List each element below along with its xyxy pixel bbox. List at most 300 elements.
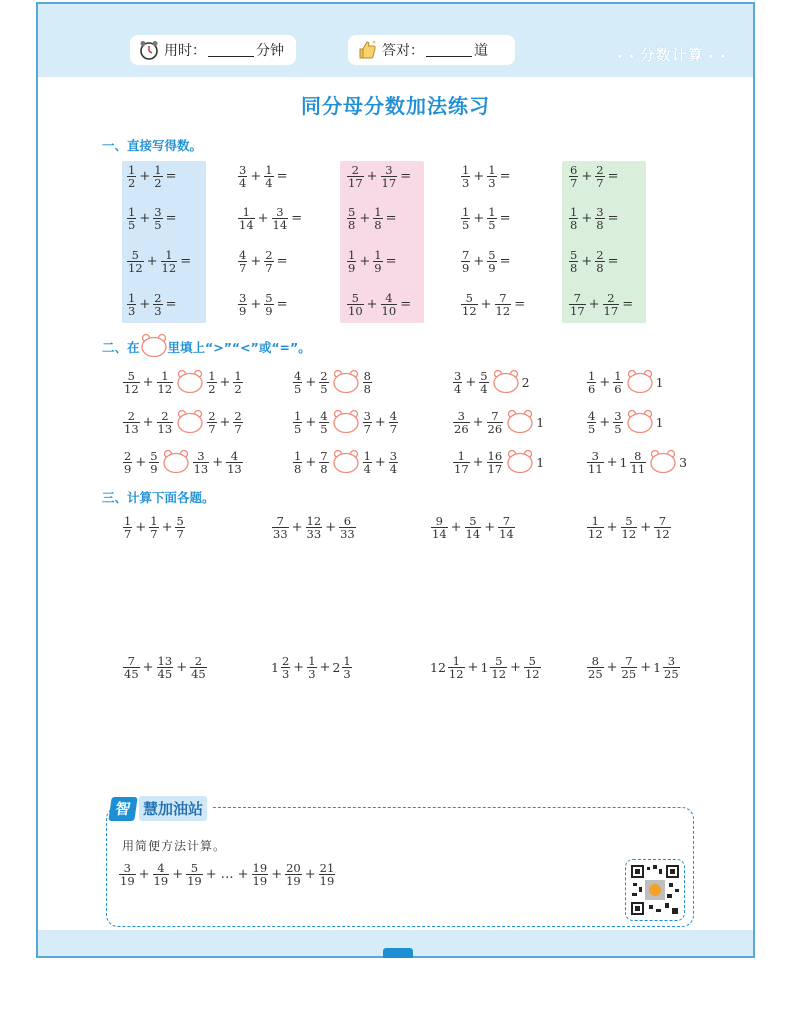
fraction	[339, 515, 356, 540]
denominator: 13	[227, 462, 242, 476]
fraction	[453, 450, 470, 475]
compare-problem[interactable]	[586, 409, 665, 436]
denominator: 12	[448, 667, 464, 682]
operator: …	[220, 867, 234, 883]
fraction	[487, 410, 504, 435]
numerator: 4	[385, 291, 393, 305]
numerator: 1	[591, 514, 599, 528]
numerator: 3	[123, 861, 131, 875]
compare-problem[interactable]	[452, 369, 531, 396]
denominator: 8	[374, 218, 382, 233]
denominator: 12	[128, 261, 143, 276]
numerator: 3	[239, 163, 247, 177]
numerator: 2	[124, 448, 132, 463]
operator: +	[640, 660, 652, 676]
compare-problem[interactable]	[586, 369, 665, 396]
fraction	[347, 164, 364, 189]
problem[interactable]	[460, 164, 512, 189]
section1-title: 一、直接写得数。	[102, 138, 203, 153]
numerator: 8	[363, 368, 371, 383]
compare-circle-input[interactable]	[506, 409, 534, 436]
operator: +	[599, 415, 611, 430]
compare-circle-input[interactable]	[176, 409, 204, 436]
fraction	[293, 450, 302, 475]
fraction	[186, 862, 203, 887]
numerator: 3	[389, 448, 398, 463]
numerator: 1	[294, 448, 302, 463]
operator: +	[139, 211, 151, 227]
fraction	[123, 515, 132, 540]
operator: +	[606, 660, 618, 676]
problem[interactable]	[237, 249, 289, 274]
denominator: 8	[348, 218, 356, 233]
fraction	[479, 370, 488, 395]
operator: +	[606, 520, 618, 536]
denominator: 12	[157, 382, 173, 396]
time-field	[130, 35, 296, 65]
fraction	[161, 249, 178, 274]
compare-circle-input[interactable]	[506, 449, 534, 476]
numerator: 5	[480, 368, 488, 383]
compare-problem[interactable]	[586, 449, 688, 476]
operator: +	[219, 415, 231, 430]
numerator: 7	[658, 514, 667, 528]
operator: +	[257, 211, 269, 227]
numerator: 3	[457, 408, 465, 423]
operator: +	[473, 169, 485, 185]
numerator: 1	[488, 163, 496, 177]
fraction	[207, 410, 216, 435]
denominator: 9	[124, 462, 132, 476]
time-label: 用时：	[164, 43, 206, 59]
fraction	[569, 249, 578, 274]
fraction	[461, 249, 470, 274]
operator: +	[142, 415, 154, 430]
operator: +	[467, 660, 479, 676]
fraction	[495, 292, 512, 317]
operator: +	[640, 520, 652, 536]
operator: =	[499, 254, 511, 270]
denominator: 4	[454, 382, 462, 396]
denominator: 33	[273, 527, 288, 542]
numerator: 2	[127, 408, 135, 423]
fraction	[587, 370, 596, 395]
fraction	[233, 410, 242, 435]
operator: +	[484, 520, 496, 536]
denominator: 5	[294, 382, 302, 396]
denominator: 7	[265, 261, 273, 276]
fraction	[319, 862, 336, 887]
fraction	[373, 249, 382, 274]
numerator: 5	[127, 368, 135, 383]
denominator: 8	[570, 218, 578, 233]
denominator: 19	[120, 874, 135, 889]
bonus-title-rest: 慧加油站	[139, 796, 207, 821]
calc-problem[interactable]	[271, 515, 357, 540]
bonus-title-first: 智	[108, 797, 137, 821]
fraction	[127, 206, 136, 231]
fraction	[663, 655, 680, 680]
calc-problem[interactable]	[586, 515, 672, 540]
operator: +	[606, 455, 618, 470]
numerator: 2	[351, 163, 359, 177]
denominator: 4	[480, 382, 488, 396]
numerator: 1	[128, 205, 136, 219]
problem[interactable]	[460, 249, 512, 274]
numerator: 5	[469, 514, 477, 528]
denominator: 12	[588, 527, 603, 542]
problem[interactable]	[460, 292, 527, 317]
operator: +	[366, 169, 378, 185]
denominator: 4	[239, 176, 247, 191]
operator: +	[250, 169, 262, 185]
numerator: 1	[165, 248, 173, 262]
page-title: 同分母分数加法练习	[301, 94, 490, 118]
fraction	[264, 249, 273, 274]
fraction	[157, 410, 174, 435]
denominator: 7	[596, 176, 604, 191]
compare-problem[interactable]	[452, 449, 545, 476]
fraction	[587, 655, 604, 680]
numerator: 3	[614, 408, 622, 423]
operator: =	[499, 211, 511, 227]
bonus-title	[110, 796, 211, 821]
denominator: 8	[294, 462, 302, 476]
compare-problem[interactable]	[122, 369, 244, 396]
numerator: 1	[588, 368, 596, 383]
numerator: 2	[596, 248, 604, 262]
denominator: 14	[465, 527, 481, 542]
denominator: 17	[603, 304, 619, 319]
problem[interactable]	[346, 249, 398, 274]
operator: +	[305, 415, 317, 430]
fraction	[487, 450, 504, 475]
numerator: 7	[320, 448, 328, 463]
operator: +	[588, 297, 600, 313]
numerator: 1	[452, 654, 460, 668]
operator: =	[400, 297, 412, 313]
denominator: 5	[128, 218, 136, 233]
fraction	[193, 450, 210, 475]
fraction	[207, 370, 216, 395]
compare-circle-input[interactable]	[162, 449, 190, 476]
operator: +	[205, 867, 217, 883]
section2-title-pre: 二、在	[102, 339, 140, 355]
numerator: 1	[462, 163, 470, 177]
fraction	[363, 450, 372, 475]
fraction	[293, 370, 302, 395]
fraction	[149, 515, 158, 540]
denominator: 3	[154, 304, 162, 319]
numerator: 2	[194, 654, 203, 668]
section2-title-post: 里填上“>”“<”或“=”。	[167, 339, 311, 355]
denominator: 12	[124, 382, 139, 396]
fraction	[157, 370, 174, 395]
denominator: 3	[462, 176, 470, 191]
denominator: 17	[487, 462, 503, 476]
problem[interactable]	[346, 206, 398, 231]
numerator: 4	[157, 861, 165, 875]
bonus-expression[interactable]	[118, 862, 336, 887]
qr-code[interactable]	[625, 859, 685, 921]
fraction	[153, 164, 162, 189]
problem[interactable]	[346, 164, 413, 189]
numerator: 1	[161, 368, 169, 383]
operator: =	[622, 297, 634, 313]
numerator: 7	[276, 514, 284, 528]
fraction	[453, 410, 470, 435]
number: 1	[271, 660, 279, 676]
number: 1	[655, 375, 664, 390]
denominator: 33	[306, 527, 322, 542]
fraction	[190, 655, 207, 680]
fraction	[524, 655, 541, 680]
numerator: 4	[588, 408, 596, 423]
problem[interactable]	[126, 206, 178, 231]
number: 2	[521, 375, 530, 390]
numerator: 13	[157, 654, 173, 668]
calc-problem[interactable]	[271, 655, 353, 680]
operator: +	[212, 455, 224, 470]
fraction	[252, 862, 269, 887]
operator: =	[165, 211, 177, 227]
numerator: 16	[487, 448, 503, 463]
compare-problem[interactable]	[122, 409, 244, 436]
operator: +	[142, 375, 154, 390]
compare-problem[interactable]	[292, 449, 399, 476]
fraction	[285, 862, 302, 887]
operator: +	[142, 660, 154, 676]
fraction	[342, 655, 351, 680]
operator: +	[146, 254, 158, 270]
operator: =	[400, 169, 412, 185]
number: 1	[619, 455, 628, 470]
compare-circle-input[interactable]	[492, 369, 520, 396]
denominator: 7	[124, 527, 132, 542]
calc-problem[interactable]	[122, 515, 186, 540]
numerator: 2	[234, 408, 242, 423]
fraction	[347, 249, 356, 274]
fraction	[127, 292, 136, 317]
operator: +	[374, 415, 386, 430]
problem[interactable]	[237, 206, 304, 231]
fraction	[381, 292, 398, 317]
operator: +	[237, 867, 249, 883]
fraction	[264, 292, 273, 317]
operator: +	[305, 455, 317, 470]
denominator: 8	[320, 462, 328, 476]
header-bar	[38, 4, 753, 77]
problem[interactable]	[346, 292, 413, 317]
denominator: 4	[265, 176, 273, 191]
numerator: 1	[457, 448, 465, 463]
problem[interactable]	[126, 249, 193, 274]
operator: +	[480, 297, 492, 313]
time-blank[interactable]	[208, 43, 254, 57]
fraction	[595, 206, 604, 231]
numerator: 3	[363, 408, 371, 423]
denominator: 5	[588, 422, 596, 436]
compare-problem[interactable]	[292, 409, 399, 436]
fraction	[264, 164, 273, 189]
bonus-instruction: 用简便方法计算。	[122, 839, 227, 853]
denominator: 7	[239, 261, 247, 276]
bear-circle-icon	[140, 333, 168, 360]
numerator: 1	[308, 654, 316, 668]
compare-circle-input[interactable]	[626, 409, 654, 436]
number: 12	[430, 660, 446, 676]
fraction	[307, 655, 316, 680]
number: 1	[536, 415, 545, 430]
fraction	[461, 206, 470, 231]
fraction	[569, 206, 578, 231]
operator: +	[176, 660, 188, 676]
problem[interactable]	[237, 164, 289, 189]
compare-problem[interactable]	[452, 409, 545, 436]
denominator: 3	[128, 304, 136, 319]
numerator: 1	[154, 163, 162, 177]
numerator: 7	[499, 291, 507, 305]
numerator: 7	[491, 408, 499, 423]
compare-problem[interactable]	[122, 449, 244, 476]
number: 2	[332, 660, 341, 676]
operator: +	[305, 375, 317, 390]
fraction	[487, 249, 496, 274]
denominator: 7	[363, 422, 371, 436]
denominator: 17	[570, 304, 585, 319]
fraction	[226, 450, 243, 475]
fraction	[153, 862, 170, 887]
denominator: 6	[614, 382, 622, 396]
answer-field	[348, 35, 515, 65]
numerator: 7	[127, 654, 135, 668]
operator: +	[139, 169, 151, 185]
problem[interactable]	[126, 292, 178, 317]
problem[interactable]	[460, 206, 512, 231]
fraction	[281, 655, 290, 680]
numerator: 2	[161, 408, 169, 423]
fraction	[123, 655, 140, 680]
fraction	[431, 515, 448, 540]
problem[interactable]	[568, 206, 620, 231]
compare-circle-input[interactable]	[332, 409, 360, 436]
denominator: 5	[154, 218, 162, 233]
operator: =	[514, 297, 526, 313]
denominator: 12	[495, 304, 511, 319]
problem[interactable]	[568, 249, 620, 274]
problem[interactable]	[237, 292, 289, 317]
denominator: 2	[128, 176, 136, 191]
thumbs-up-icon	[356, 39, 378, 61]
numerator: 3	[385, 163, 393, 177]
operator: +	[138, 867, 150, 883]
numerator: 19	[252, 861, 268, 875]
fraction	[149, 450, 158, 475]
numerator: 1	[294, 408, 302, 423]
numerator: 3	[454, 368, 462, 383]
denominator: 3	[281, 667, 290, 682]
numerator: 21	[319, 861, 335, 875]
topic-tag-text: 分数计算	[639, 46, 704, 64]
operator: +	[293, 660, 305, 676]
fraction	[373, 206, 382, 231]
numerator: 1	[124, 514, 132, 528]
denominator: 5	[294, 422, 302, 436]
operator: +	[325, 520, 337, 536]
time-unit: 分钟	[256, 43, 284, 59]
calc-problem[interactable]	[122, 655, 208, 680]
fraction	[621, 515, 638, 540]
operator: +	[599, 375, 611, 390]
denominator: 13	[193, 462, 209, 476]
denominator: 26	[487, 422, 503, 436]
operator: +	[473, 254, 485, 270]
numerator: 7	[502, 514, 511, 528]
denominator: 5	[320, 382, 328, 396]
denominator: 5	[488, 218, 496, 233]
fraction	[654, 515, 671, 540]
problem[interactable]	[568, 164, 620, 189]
denominator: 25	[588, 667, 603, 682]
fraction	[293, 410, 302, 435]
operator: +	[319, 660, 331, 676]
denominator: 2	[234, 382, 242, 396]
fraction	[319, 450, 328, 475]
fraction	[613, 410, 622, 435]
denominator: 7	[570, 176, 578, 191]
operator: +	[510, 660, 521, 676]
numerator: 1	[265, 163, 273, 177]
denominator: 19	[153, 874, 169, 889]
calc-problem[interactable]	[430, 515, 516, 540]
fraction	[587, 410, 596, 435]
operator: +	[472, 455, 484, 470]
numerator: 8	[634, 448, 642, 463]
compare-circle-input[interactable]	[626, 369, 654, 396]
fraction	[461, 292, 478, 317]
numerator: 1	[128, 163, 136, 177]
fraction	[233, 370, 242, 395]
denominator: 11	[588, 462, 603, 476]
fraction	[603, 292, 620, 317]
compare-circle-input[interactable]	[176, 369, 204, 396]
numerator: 1	[570, 205, 578, 219]
compare-circle-input[interactable]	[332, 449, 360, 476]
denominator: 14	[499, 527, 514, 542]
worksheet-page	[36, 2, 755, 958]
calc-problem[interactable]	[586, 655, 681, 680]
denominator: 12	[462, 304, 477, 319]
numerator: 5	[351, 291, 359, 305]
problem[interactable]	[568, 292, 635, 317]
compare-problem[interactable]	[292, 369, 373, 396]
answer-blank[interactable]	[426, 43, 472, 57]
fraction	[461, 164, 470, 189]
compare-circle-input[interactable]	[332, 369, 360, 396]
operator: +	[472, 415, 484, 430]
compare-circle-input[interactable]	[649, 449, 677, 476]
denominator: 8	[363, 382, 371, 396]
numerator: 2	[607, 291, 615, 305]
number: 1	[655, 415, 664, 430]
calc-problem[interactable]	[430, 655, 542, 680]
numerator: 1	[208, 368, 216, 383]
problem[interactable]	[126, 164, 178, 189]
alarm-clock-icon	[138, 39, 160, 61]
denominator: 11	[630, 462, 646, 476]
number: 1	[480, 660, 489, 676]
denominator: 17	[454, 462, 469, 476]
